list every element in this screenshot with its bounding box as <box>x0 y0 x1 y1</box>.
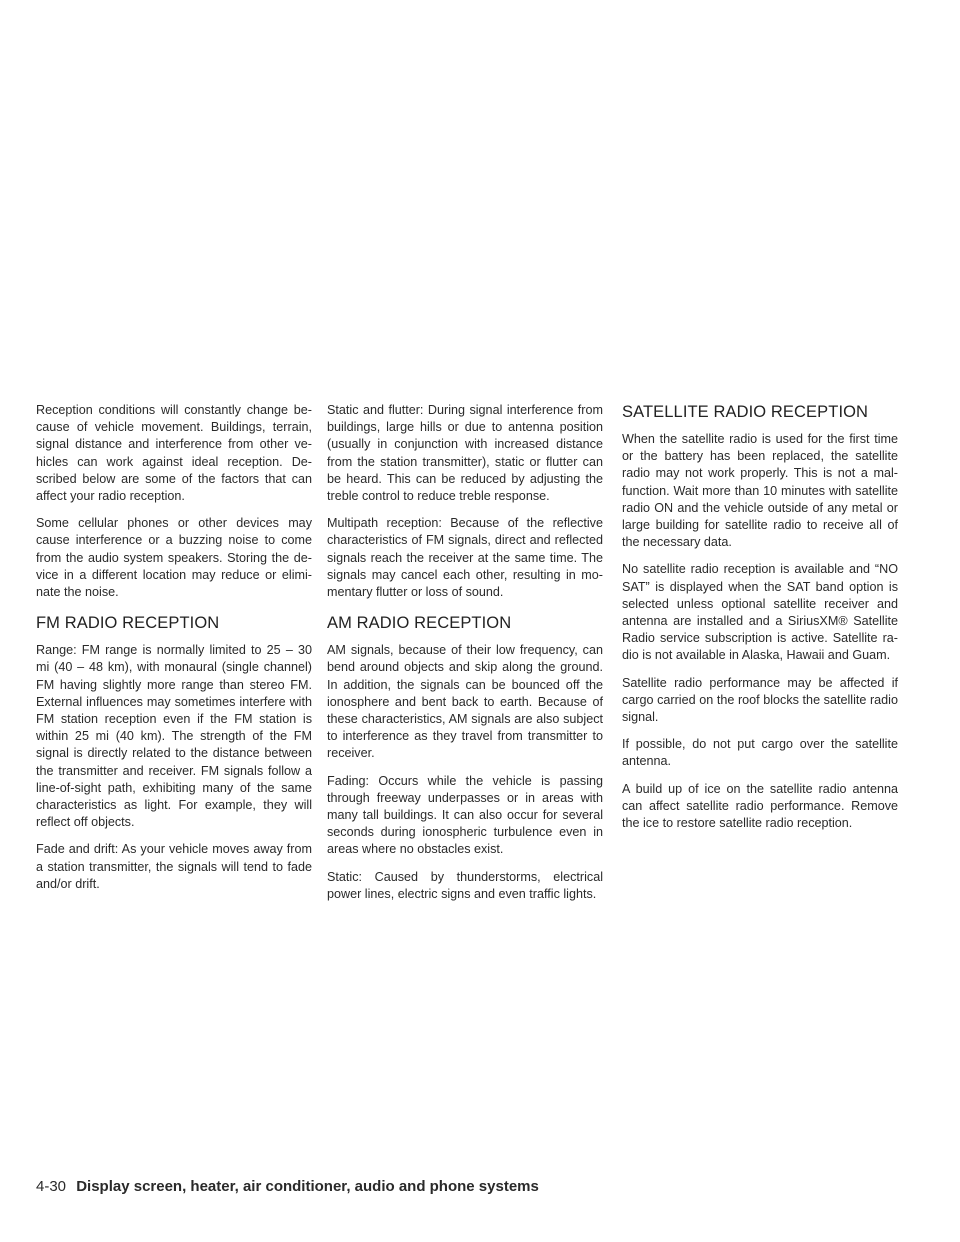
reception-intro-paragraph: Reception conditions will constantly change because of vehicle movement. Buildings, terrain, signal distance and interference from other vehicles can work against ideal reception. Described below are some of the factors that can affect your radio reception. <box>36 403 312 504</box>
no-sat-paragraph: No satellite radio reception is available and “NO SAT” is displayed when the SAT band option is selected unless optional satellite receiver and antenna are installed and a SiriusXM® Satellite Radio service subscription is active. Satellite radio is not available in Alaska, Hawaii and Guam. <box>622 562 898 663</box>
satellite-cargo-paragraph: Satellite radio performance may be affected if cargo carried on the roof blocks the satellite radio signal. <box>622 675 898 725</box>
am-signals-paragraph: AM signals, because of their low frequency, can bend around objects and skip along the ground. In addition, the signals can be bounced off the ionosphere and bent back to earth. Because of these characteristics, AM signals are also subject to interference as they travel from transmitter to receiver. <box>327 643 603 761</box>
middle-column <box>327 402 603 913</box>
multipath-reception-paragraph: Multipath reception: Because of the reflective characteristics of FM signals, direct and reflected signals reach the receiver at the same time. The signals may cancel each other, resulting in momentary flutter or loss of sound. <box>327 516 603 600</box>
fm-radio-reception-heading: FM RADIO RECEPTION <box>36 614 220 633</box>
am-fading-paragraph: Fading: Occurs while the vehicle is passing through freeway underpasses or in areas with many tall buildings. It can also occur for several seconds during ionospheric turbulence even in areas where no obstacles exist. <box>327 773 603 857</box>
page-number: 4-30 <box>36 1178 67 1195</box>
fm-range-paragraph: Range: FM range is normally limited to 25 – 30 mi (40 – 48 km), with monaural (single channel) FM having slightly more range than stereo FM. External influences may sometimes interfere with FM station reception even if the FM station is within 25 mi (40 km). The strength of the FM signal is directly related to the distance between the transmitter and receiver. FM signals follow a line-of-sight path, exhibiting many of the same characteristics as light. For example, they will reflect off objects. <box>36 643 312 830</box>
right-column <box>622 402 898 842</box>
cellular-interference-paragraph: Some cellular phones or other devices may cause interference or a buzzing noise to come from the audio system speakers. Storing the device in a different location may reduce or eliminate the noise. <box>36 516 312 600</box>
left-column <box>36 402 312 903</box>
satellite-radio-reception-heading: SATELLITE RADIO RECEPTION <box>622 403 869 421</box>
static-flutter-paragraph: Static and flutter: During signal interference from buildings, large hills or due to antenna position (usually in conjunction with increased distance from the station transmitter), static or flutter can be heard. This can be reduced by adjusting the treble control to reduce treble response. <box>327 403 603 504</box>
satellite-first-use-paragraph: When the satellite radio is used for the first time or the battery has been replaced, the satellite radio may not work properly. This is not a malfunction. Wait more than 10 minutes with satellite radio ON and the vehicle outside of any metal or large building for satellite radio to receive all of the necessary data. <box>622 432 898 550</box>
page-footer <box>36 1177 539 1197</box>
fm-fade-drift-paragraph: Fade and drift: As your vehicle moves away from a station transmitter, the signals will tend to fade and/or drift. <box>36 842 312 891</box>
am-static-paragraph: Static: Caused by thunderstorms, electrical power lines, electric signs and even traffic lights. <box>327 869 603 901</box>
satellite-ice-paragraph: A build up of ice on the satellite radio antenna can affect satellite radio performance. Remove the ice to restore satellite radio reception. <box>622 781 898 831</box>
satellite-antenna-cargo-paragraph: If possible, do not put cargo over the satellite antenna. <box>622 737 898 769</box>
chapter-title: Display screen, heater, air conditioner, audio and phone systems <box>76 1178 539 1195</box>
am-radio-reception-heading: AM RADIO RECEPTION <box>327 614 512 633</box>
